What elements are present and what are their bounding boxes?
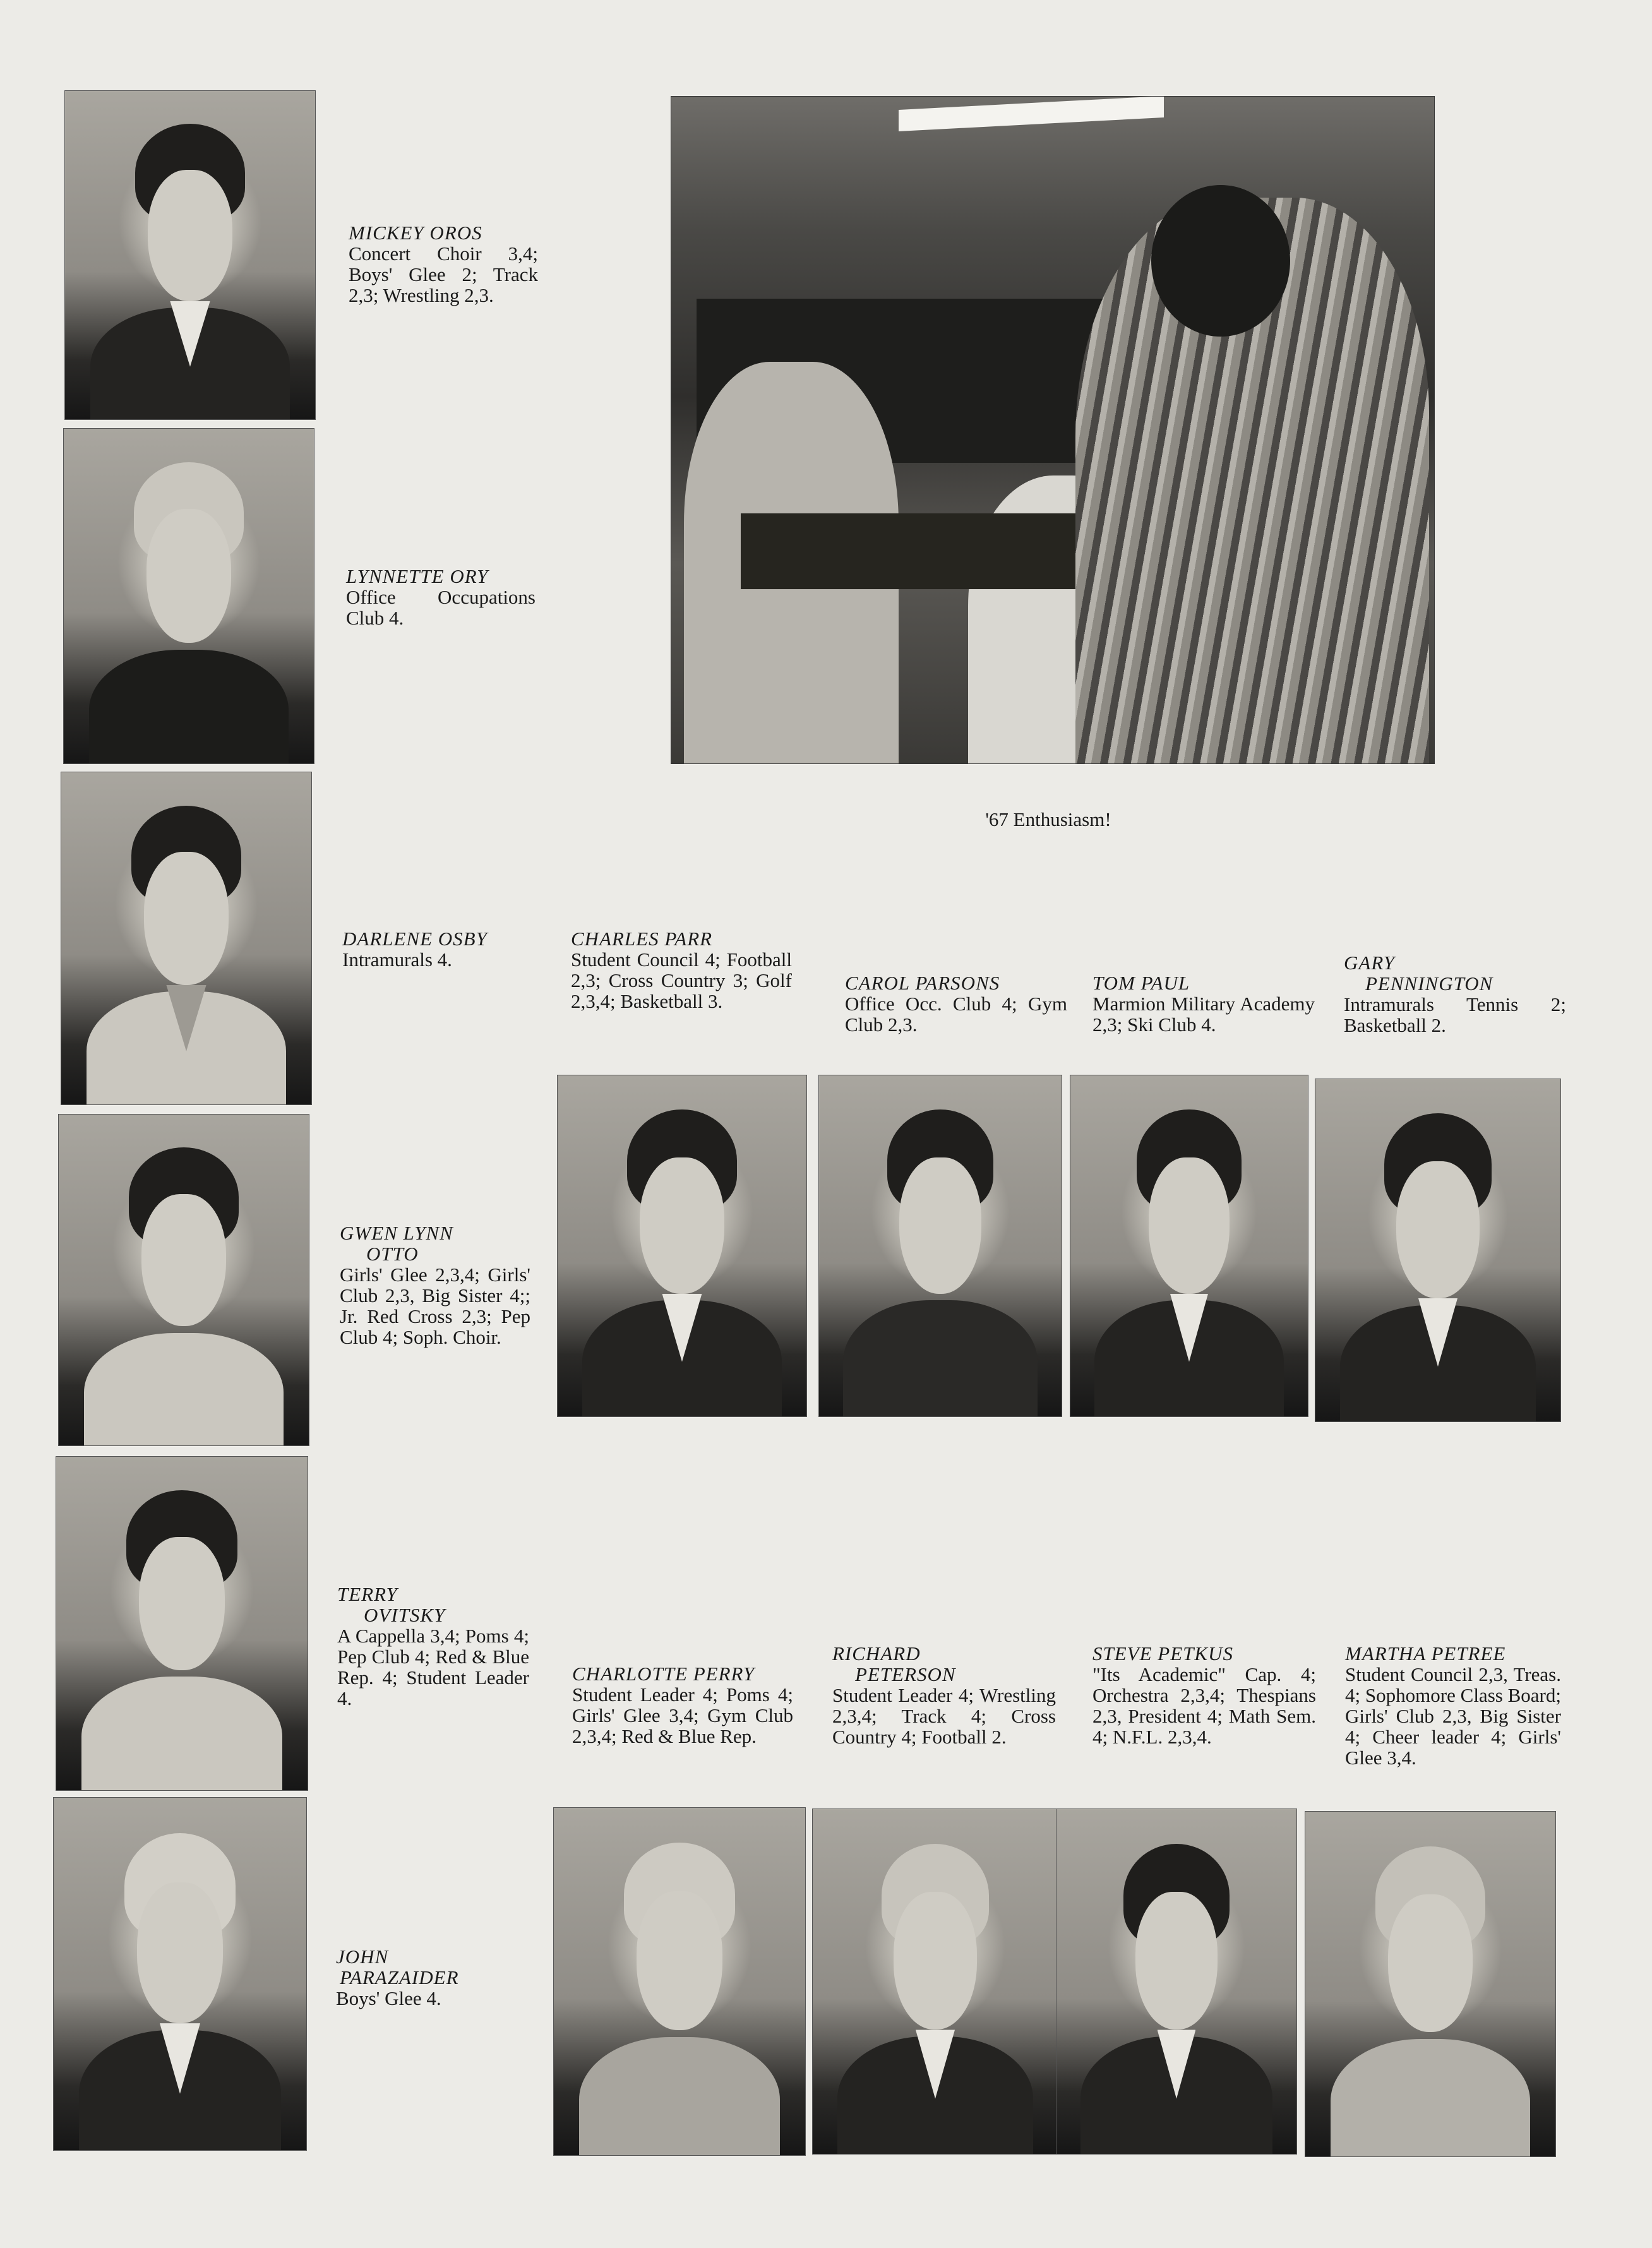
name-line1: GWEN LYNN — [340, 1222, 453, 1244]
bio-mickey-oros — [349, 222, 538, 306]
student-activities: Office Occ. Club 4; Gym Club 2,3. — [845, 993, 1067, 1036]
student-activities: Student Council 2,3, Treas. 4; Sophomore Class Board; Girls' Club 2,3, Big Sister 4; Cheer leader 4; Girls' Glee 3,4. — [1345, 1663, 1561, 1769]
portrait-lynnette-ory — [63, 428, 314, 764]
bio-martha-petree — [1345, 1643, 1561, 1768]
student-activities: Office Occupations Club 4. — [346, 586, 536, 629]
bio-john-parazaider — [336, 1946, 525, 2009]
photo-caption: '67 Enthusiasm! — [985, 808, 1111, 830]
student-activities: Student Leader 4; Wrestling 2,3,4; Track 4; Cross Country 4; Football 2. — [832, 1684, 1056, 1748]
bio-terry-ovitsky — [337, 1584, 529, 1709]
bio-charlotte-perry — [572, 1663, 793, 1747]
student-name: MARTHA PETREE — [1345, 1642, 1506, 1665]
student-name — [340, 1223, 530, 1264]
bio-charles-parr — [571, 928, 792, 1012]
bio-steve-petkus — [1092, 1643, 1316, 1747]
student-activities: Intramurals 4. — [342, 948, 452, 971]
student-name: CAROL PARSONS — [845, 972, 1000, 994]
student-activities: Boys' Glee 4. — [336, 1987, 441, 2009]
student-activities: Marmion Military Academy 2,3; Ski Club 4. — [1092, 993, 1315, 1036]
bio-gwen-lynn-otto — [340, 1223, 530, 1348]
portrait-richard-peterson — [812, 1809, 1058, 2155]
bio-tom-paul — [1092, 972, 1315, 1035]
name-line2: PETERSON — [855, 1663, 956, 1685]
student-activities: Intramurals Tennis 2; Basketball 2. — [1344, 993, 1566, 1036]
bio-lynnette-ory — [346, 566, 536, 628]
student-name — [337, 1584, 529, 1625]
bio-gary-pennington — [1344, 952, 1566, 1036]
student-name — [832, 1643, 1056, 1685]
student-activities: "Its Academic" Cap. 4; Orchestra 2,3,4; Thespians 2,3, President 4; Math Sem. 4; N.F.L. 2,3,4. — [1092, 1663, 1316, 1748]
name-line1: RICHARD — [832, 1642, 921, 1665]
student-name — [1344, 952, 1566, 994]
name-line2: OVITSKY — [364, 1604, 446, 1626]
name-line1: JOHN — [336, 1946, 389, 1968]
portrait-darlene-osby — [61, 772, 312, 1105]
portrait-gary-pennington — [1315, 1079, 1561, 1422]
name-line2: PENNINGTON — [1365, 972, 1493, 995]
student-name: DARLENE OSBY — [342, 928, 488, 950]
student-name: MICKEY OROS — [349, 222, 482, 244]
name-line2: PARAZAIDER — [340, 1966, 459, 1988]
name-line1: GARY — [1344, 952, 1395, 974]
portrait-gwen-lynn-otto — [58, 1114, 309, 1446]
student-activities: Student Council 4; Football 2,3; Cross Country 3; Golf 2,3,4; Basketball 3. — [571, 948, 792, 1012]
student-activities: Girls' Glee 2,3,4; Girls' Club 2,3, Big Sister 4;; Jr. Red Cross 2,3; Pep Club 4; Soph. Choir. — [340, 1264, 530, 1348]
portrait-martha-petree — [1305, 1811, 1556, 2157]
bio-richard-peterson — [832, 1643, 1056, 1747]
portrait-john-parazaider — [53, 1797, 307, 2151]
student-name: CHARLES PARR — [571, 928, 713, 950]
portrait-charlotte-perry — [553, 1807, 806, 2156]
classroom-photo — [671, 96, 1435, 764]
student-name: STEVE PETKUS — [1092, 1642, 1233, 1665]
portrait-mickey-oros — [64, 90, 316, 420]
name-line1: TERRY — [337, 1583, 398, 1605]
student-name: TOM PAUL — [1092, 972, 1190, 994]
portrait-steve-petkus — [1056, 1809, 1297, 2155]
bio-darlene-osby — [342, 928, 532, 970]
portrait-charles-parr — [557, 1075, 807, 1417]
portrait-tom-paul — [1070, 1075, 1308, 1417]
portrait-carol-parsons — [818, 1075, 1062, 1417]
student-activities: A Cappella 3,4; Poms 4; Pep Club 4; Red & Blue Rep. 4; Student Leader 4. — [337, 1625, 529, 1709]
student-name: CHARLOTTE PERRY — [572, 1663, 755, 1685]
bio-carol-parsons — [845, 972, 1067, 1035]
student-name: LYNNETTE ORY — [346, 565, 489, 587]
portrait-terry-ovitsky — [56, 1456, 308, 1791]
student-activities: Concert Choir 3,4; Boys' Glee 2; Track 2,3; Wrestling 2,3. — [349, 242, 538, 306]
student-activities: Student Leader 4; Poms 4; Girls' Glee 3,4; Gym Club 2,3,4; Red & Blue Rep. — [572, 1683, 793, 1747]
name-line2: OTTO — [366, 1243, 419, 1265]
student-name — [336, 1946, 525, 1988]
